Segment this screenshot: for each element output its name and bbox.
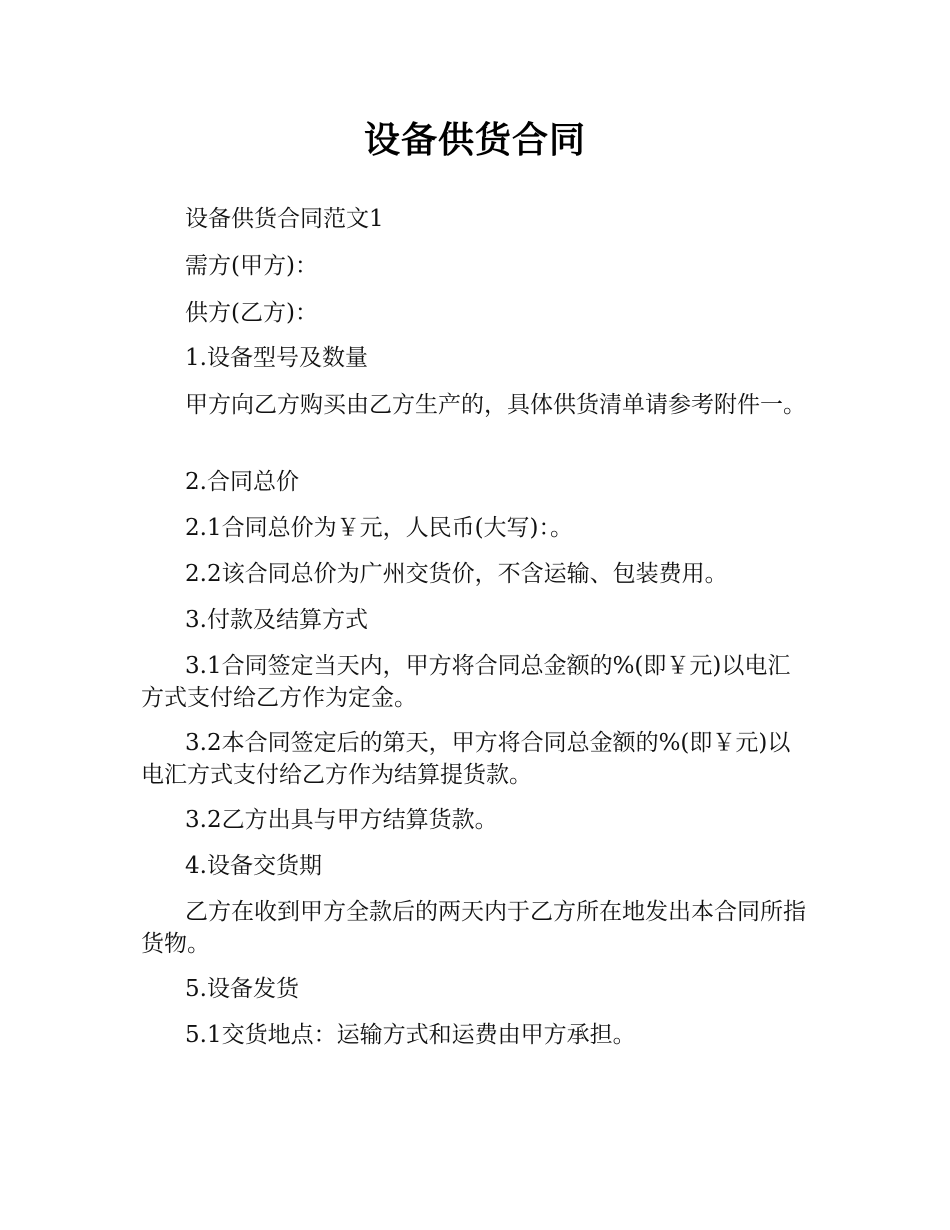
- paragraph-1: 甲方向乙方购买由乙方生产的，具体供货清单请参考附件一。: [185, 392, 806, 418]
- paragraph-3-1: 3.1合同签定当天内，甲方将合同总金额的%(即￥元)以电汇方式支付给乙方作为定金。: [141, 653, 791, 711]
- paragraph-heading: 设备供货合同范文1: [185, 206, 384, 232]
- document-title: 设备供货合同: [363, 120, 586, 161]
- paragraph-5-1: 5.1交货地点：运输方式和运费由甲方承担。: [185, 1022, 636, 1048]
- paragraph-3-2: 3.2本合同签定后的第天，甲方将合同总金额的%(即￥元)以电汇方式支付给乙方作为结算提货款。: [141, 730, 791, 788]
- paragraph-2-2: 2.2该合同总价为广州交货价，不含运输、包装费用。: [185, 561, 728, 587]
- section-heading-2: 2.合同总价: [185, 469, 299, 495]
- paragraph-3-3: 3.2乙方出具与甲方结算货款。: [185, 807, 498, 833]
- paragraph-2-1: 2.1合同总价为￥元，人民币(大写)：。: [185, 515, 574, 541]
- section-heading-4: 4.设备交货期: [185, 853, 322, 879]
- section-heading-1: 1.设备型号及数量: [185, 345, 368, 371]
- paragraph-4: 乙方在收到甲方全款后的两天内于乙方所在地发出本合同所指货物。: [141, 899, 806, 957]
- section-heading-5: 5.设备发货: [185, 976, 299, 1002]
- paragraph-buyer: 需方(甲方)：: [185, 253, 318, 279]
- paragraph-supplier: 供方(乙方)：: [185, 300, 318, 326]
- section-heading-3: 3.付款及结算方式: [185, 607, 368, 633]
